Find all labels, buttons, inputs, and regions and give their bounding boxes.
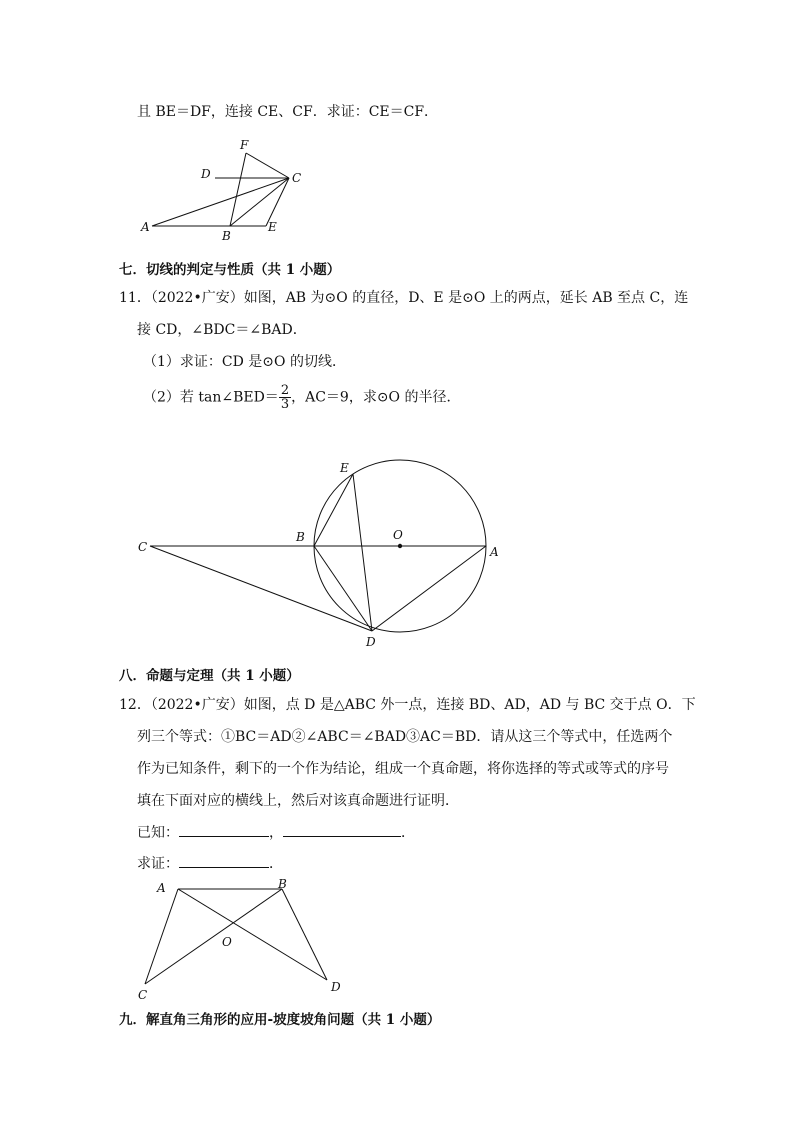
label-C: C [292, 171, 302, 185]
q12-line-3: 作为已知条件，剩下的一个作为结论，组成一个真命题，将你选择的等式或等式的序号 [137, 761, 669, 777]
label-E: E [268, 220, 277, 234]
label-A: A [141, 220, 150, 234]
label-E: E [340, 461, 349, 475]
segment-BC [145, 889, 282, 984]
q11-part-2-pre: （2）若 tan∠BED＝ [143, 389, 279, 406]
label-O: O [393, 528, 403, 542]
label-A: A [157, 881, 166, 895]
label-B: B [222, 229, 231, 243]
label-D: D [201, 167, 211, 181]
prove-label: 求证： [137, 856, 179, 872]
label-A: A [490, 545, 499, 559]
known-period: ． [401, 825, 415, 841]
label-O: O [222, 935, 232, 949]
section-9-title: 九．解直角三角形的应用-坡度坡角问题（共 1 小题） [119, 1012, 441, 1028]
q11-line-1: 11．（2022•广安）如图，AB 为⊙O 的直径，D、E 是⊙O 上的两点，延长 AB 至点 C，连 [119, 290, 689, 306]
fraction-numerator: 2 [280, 383, 290, 398]
label-D: D [331, 980, 341, 994]
q11-part-1: （1）求证：CD 是⊙O 的切线． [143, 354, 346, 370]
q11-line-2: 接 CD，∠BDC＝∠BAD． [137, 322, 307, 338]
label-C: C [138, 988, 148, 1002]
fraction-denominator: 3 [280, 397, 290, 412]
q10-condition-line: 且 BE＝DF，连接 CE、CF．求证：CE＝CF． [137, 104, 439, 120]
known-label: 已知： [137, 825, 179, 841]
q12-line-4: 填在下面对应的横线上，然后对该真命题进行证明． [137, 793, 459, 809]
q12-line-1: 12．（2022•广安）如图，点 D 是△ABC 外一点，连接 BD、AD，AD 与 BC 交于点 O．下 [119, 697, 696, 713]
section-8-title: 八．命题与定理（共 1 小题） [119, 668, 300, 684]
label-D: D [366, 635, 376, 649]
q11-part-2-post: ，AC＝9，求⊙O 的半径． [291, 389, 461, 406]
known-comma: ， [269, 825, 283, 841]
prove-period: ． [269, 856, 283, 872]
q12-line-2: 列三个等式：①BC＝AD②∠ABC＝∠BAD③AC＝BD．请从这三个等式中，任选两个 [137, 729, 673, 745]
label-B: B [296, 530, 305, 544]
section-7-title: 七．切线的判定与性质（共 1 小题） [119, 262, 341, 278]
label-C: C [138, 540, 148, 554]
label-B: B [278, 877, 287, 891]
label-F: F [240, 138, 249, 152]
segment-AC [145, 889, 178, 984]
